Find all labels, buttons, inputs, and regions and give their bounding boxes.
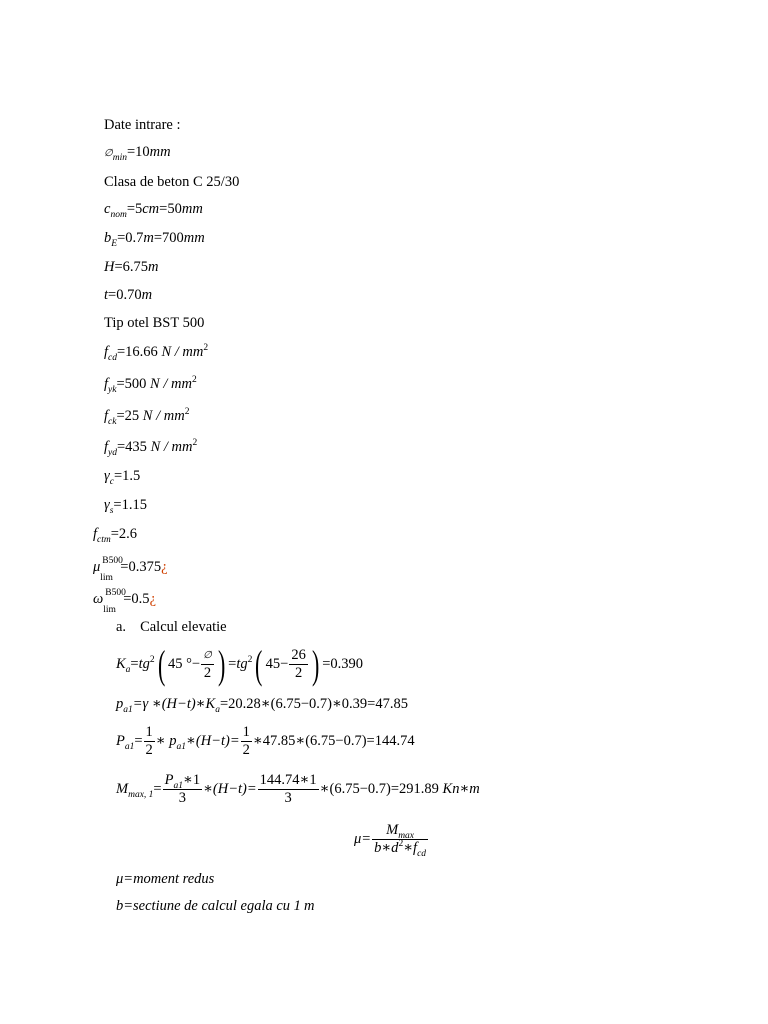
half-fraction: $\frac{1}{2}$: [145, 724, 153, 759]
mmax-equation: $M_{max, 1}=$ $\frac{P_{a1}∗1}{3}$ ∗(H−t)= $\frac{144.74∗1}{3}$ ∗(6.75−0.7)=291.89 Kn∗m: [116, 772, 480, 807]
steel-type: Tip otel BST 500: [104, 315, 205, 331]
ka-equation: $K_a=tg^2$( 45 °− $\frac{\emptyset}{2}$ ) $=tg^2$( 45− $\frac{26}{2}$ ) =0.390: [116, 641, 363, 687]
mu-fraction: $\frac{M_{max}}{b∗d^2∗f_{cd}}$: [374, 822, 427, 860]
b-e-equation: $b_E=0.7m=700mm$: [104, 230, 205, 249]
section-a-heading: [116, 618, 227, 636]
c-nom-equation: $c_{nom}=5cm=50mm$: [104, 201, 203, 220]
f-yd-equation: $f_{yd}=435$ N / $mm^2$: [104, 438, 198, 458]
unknown-char-glyph: ¿: [161, 559, 168, 575]
unknown-char-glyph: ¿: [149, 591, 156, 607]
omega-lim-equation: ω B500 lim =0.5¿: [93, 588, 156, 615]
pa1-over-three-fraction: $\frac{P_{a1}∗1}{3}$: [164, 772, 201, 807]
t-equation: t=0.70m: [104, 287, 153, 303]
input-data-heading: Date intrare :: [104, 117, 181, 133]
mu-formula: μ= $\frac{M_{max}}{b∗d^2∗f_{cd}}$: [354, 822, 427, 860]
section-a-label: a.: [116, 619, 127, 635]
gamma-c-equation: $\gamma_c=1.5$: [104, 468, 141, 487]
phi-over-two-fraction: $\frac{\emptyset}{2}$: [201, 647, 214, 682]
pa1-equation: $p_{a1}=\gamma$ $∗(H-t)∗K_a=20.28∗(6.75-0.7)∗0.39=47.85$: [116, 696, 408, 715]
f-yk-equation: $f_{yk}=500$ N / $mm^2$: [104, 375, 197, 395]
h-equation: H=6.75m: [104, 259, 159, 275]
mu-definition: μ=moment redus: [116, 871, 215, 887]
pa1-total-equation: $P_{a1}=$ $\frac{1}{2}$ ∗ $p_{a1}∗(H-t)=$ $\frac{1}{2}$ ∗47.85∗(6.75−0.7)=144.74: [116, 724, 415, 759]
f-ctm-equation: $f_{ctm}=2.6$: [93, 526, 138, 545]
f-cd-equation: $f_{cd}=16.66$ N / $mm^2$: [104, 343, 209, 363]
mu-lim-equation: μ B500 lim =0.375¿: [93, 556, 168, 583]
phi-min-equation: $\emptyset_{min}=10mm$: [104, 144, 171, 163]
value-over-three-fraction: $\frac{144.74∗1}{3}$: [259, 772, 317, 807]
gamma-s-equation: $\gamma_s=1.15$: [104, 497, 147, 516]
phi-symbol: ∅: [104, 148, 113, 159]
concrete-class: Clasa de beton C 25/30: [104, 174, 240, 190]
twentysix-over-two-fraction: $\frac{26}{2}$: [291, 647, 306, 682]
b-definition: b=sectiune de calcul egala cu 1 m: [116, 898, 315, 914]
half-fraction: $\frac{1}{2}$: [242, 724, 250, 759]
f-ck-equation: $f_{ck}=25$ N / $mm^2$: [104, 407, 190, 427]
section-a-title: Calcul elevatie: [140, 619, 227, 635]
